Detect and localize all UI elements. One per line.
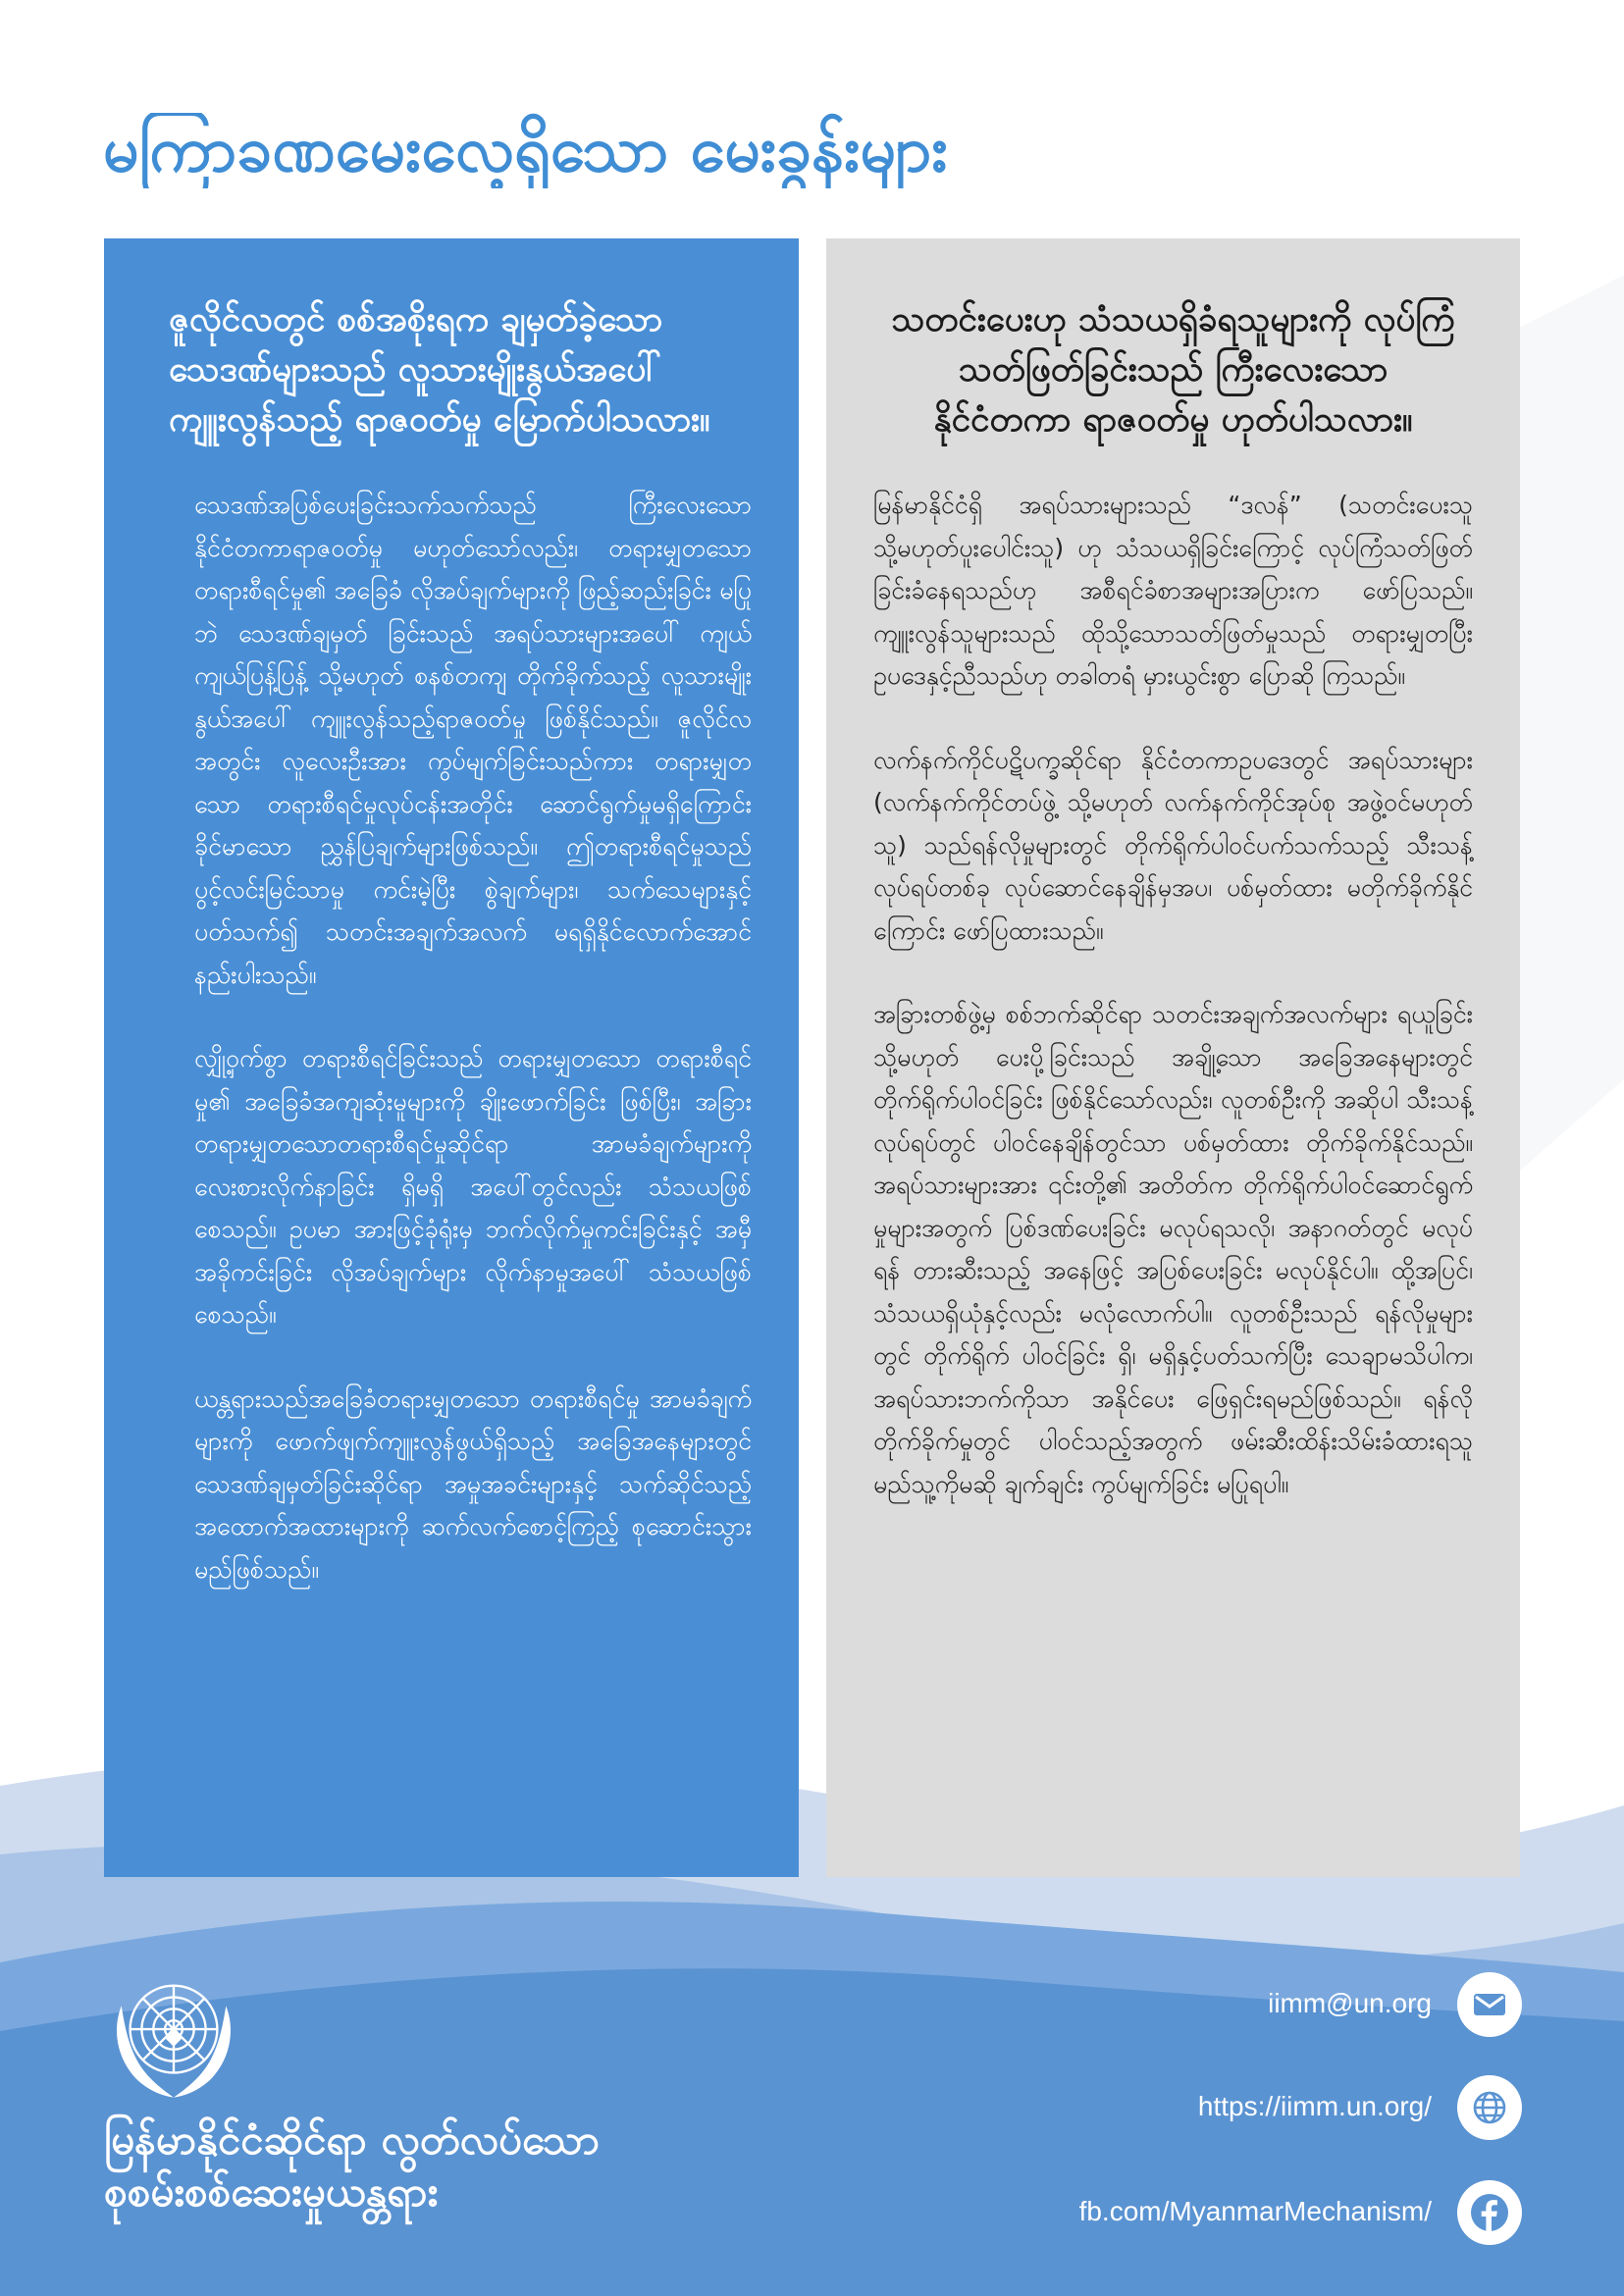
globe-icon <box>1457 2075 1522 2140</box>
un-emblem-icon <box>101 1962 246 2108</box>
contact-email[interactable] <box>835 1972 1522 2037</box>
organization-name-line-1: မြန်မာနိုင်ငံဆိုင်ရာ လွတ်လပ်သော <box>104 2115 600 2164</box>
faq-answer-paragraph: လျှို့ဝှက်စွာ တရားစီရင်ခြင်းသည် တရားမျှတသော တရားစီရင်မှု၏ အခြေခံအကျဆုံးမူများကို ချိုးဖောက်ခြင်း ဖြစ်ပြီး၊ အခြားတရားမျှတသောတရားစီရင်မှုဆိုင်ရာ အာမခံချက်များကို လေးစားလိုက်နာခြင်း ရှိမရှိ အပေါ်တွင်လည်း သံသယဖြစ်စေသည်။ ဥပမာ အားဖြင့်ခုံရုံးမှ ဘက်လိုက်မှုကင်းခြင်းနှင့် အမှီအခိုကင်းခြင်း လိုအပ်ချက်များ လိုက်နာမှုအပေါ် သံသယဖြစ်စေသည်။ <box>194 1044 752 1330</box>
facebook-link[interactable]: fb.com/MyanmarMechanism/ <box>1078 2196 1432 2226</box>
organization-name <box>104 2114 791 2218</box>
page-title: မကြာခဏမေးလေ့ရှိသော မေးခွန်းများ <box>103 114 948 186</box>
faq-panel-death-sentences <box>104 238 799 1877</box>
footer <box>0 1923 1624 2296</box>
organization-name-line-2: စုစမ်းစစ်ဆေးမှုယန္တရား <box>104 2166 439 2216</box>
faq-answer-paragraph: မြန်မာနိုင်ငံရှိ အရပ်သားများသည် “ဒလန်” (သတင်းပေးသူ သို့မဟုတ်ပူးပေါင်းသူ) ဟု သံသယရှိခြင်းကြောင့် လုပ်ကြံသတ်ဖြတ်ခြင်းခံနေရသည်ဟု အစီရင်ခံစာအများအပြားက ဖော်ပြသည်။ ကျူးလွန်သူများသည် ထိုသို့သောသတ်ဖြတ်မှုသည် တရားမျှတပြီး ဥပဒေနှင့်ညီသည်ဟု တခါတရံ မှားယွင်းစွာ ပြောဆို ကြသည်။ <box>873 491 1473 691</box>
faq-answer-paragraph: လက်နက်ကိုင်ပဋိပက္ခဆိုင်ရာ နိုင်ငံတကာဥပဒေတွင် အရပ်သားများ (လက်နက်ကိုင်တပ်ဖွဲ့ သို့မဟုတ် လက်နက်ကိုင်အုပ်စု အဖွဲ့ဝင်မဟုတ်သူ) သည်ရန်လိုမှုများတွင် တိုက်ရိုက်ပါဝင်ပက်သက်သည့် သီးသန့် လုပ်ရပ်တစ်ခု လုပ်ဆောင်နေချိန်မှအပ၊ ပစ်မှတ်ထား မတိုက်ခိုက်နိုင်ကြောင်း ဖော်ပြထားသည်။ <box>873 745 1473 945</box>
faq-answer-paragraph: ယန္တရားသည်အခြေခံတရားမျှတသော တရားစီရင်မှု အာမခံချက်များကို ဖောက်ဖျက်ကျူးလွန်ဖွယ်ရှိသည့် အခြေအနေများတွင် သေဒဏ်ချမှတ်ခြင်းဆိုင်ရာ အမှုအခင်းများနှင့် သက်ဆိုင်သည့် အထောက်အထားများကို ဆက်လက်စောင့်ကြည့် စုဆောင်းသွားမည်ဖြစ်သည်။ <box>194 1383 752 1584</box>
faq-question-informant-killings: သတင်းပေးဟု သံသယရှိခံရသူများကို လုပ်ကြံသတ်ဖြတ်ခြင်းသည် ကြီးလေးသော နိုင်ငံတကာ ရာဇဝတ်မှု ဟုတ်ပါသလား။ <box>891 300 1455 440</box>
faq-panel-informant-killings <box>826 238 1520 1877</box>
envelope-icon <box>1457 1972 1522 2037</box>
faq-answer-paragraph: သေဒဏ်အပြစ်ပေးခြင်းသက်သက်သည် ကြီးလေးသော နိုင်ငံတကာရာဇဝတ်မှု မဟုတ်သော်လည်း၊ တရားမျှတသော တရားစီရင်မှု၏ အခြေခံ လိုအပ်ချက်များကို ဖြည့်ဆည်းခြင်း မပြုဘဲ သေဒဏ်ချမှတ် ခြင်းသည် အရပ်သားများအပေါ် ကျယ်ကျယ်ပြန့်ပြန့် သို့မဟုတ် စနစ်တကျ တိုက်ခိုက်သည့် လူသားမျိုးနွယ်အပေါ် ကျူးလွန်သည့်ရာဇဝတ်မှု ဖြစ်နိုင်သည်။ ဇူလိုင်လအတွင်း လူလေးဦးအား ကွပ်မျက်ခြင်းသည်ကား တရားမျှတသော တရားစီရင်မှုလုပ်ငန်းအတိုင်း ဆောင်ရွက်မှုမရှိကြောင်း ခိုင်မာသော ညွှန်ပြချက်များဖြစ်သည်။ ဤတရားစီရင်မှုသည် ပွင့်လင်းမြင်သာမှု ကင်းမဲ့ပြီး စွဲချက်များ၊ သက်သေများနှင့် ပတ်သက်၍ သတင်းအချက်အလက် မရရှိနိုင်လောက်အောင် နည်းပါးသည်။ <box>194 491 752 989</box>
website-link[interactable]: https://iimm.un.org/ <box>1197 2091 1432 2121</box>
email-link[interactable]: iimm@un.org <box>1268 1988 1432 2018</box>
faq-question-death-sentences: ဇူလိုင်လတွင် စစ်အစိုးရက ချမှတ်ခဲ့သော သေဒဏ်များသည် လူသားမျိုးနွယ်အပေါ် ကျူးလွန်သည့် ရာဇဝတ်မှု မြောက်ပါသလား။ <box>169 300 710 440</box>
facebook-icon <box>1457 2180 1522 2245</box>
contact-website[interactable] <box>835 2075 1522 2140</box>
contact-facebook[interactable] <box>835 2180 1522 2245</box>
faq-answer-paragraph: အခြားတစ်ဖွဲ့မှ စစ်ဘက်ဆိုင်ရာ သတင်းအချက်အလက်များ ရယူခြင်း သို့မဟုတ် ပေးပို့ခြင်းသည် အချို့သော အခြေအနေများတွင် တိုက်ရိုက်ပါဝင်ခြင်း ဖြစ်နိုင်သော်လည်း၊ လူတစ်ဦးကို အဆိုပါ သီးသန့် လုပ်ရပ်တွင် ပါဝင်နေချိန်တွင်သာ ပစ်မှတ်ထား တိုက်ခိုက်နိုင်သည်။ အရပ်သားများအား ၎င်းတို့၏ အတိတ်က တိုက်ရိုက်ပါဝင်ဆောင်ရွက်မှုများအတွက် ပြစ်ဒဏ်ပေးခြင်း မလုပ်ရသလို၊ အနာဂတ်တွင် မလုပ်ရန် တားဆီးသည့် အနေဖြင့် အပြစ်ပေးခြင်း မလုပ်နိုင်ပါ။ ထို့အပြင်၊ သံသယရှိယုံနှင့်လည်း မလုံလောက်ပါ။ လူတစ်ဦးသည် ရန်လိုမှုများတွင် တိုက်ရိုက် ပါဝင်ခြင်း ရှိ၊ မရှိနှင့်ပတ်သက်ပြီး သေချာမသိပါက၊ အရပ်သားဘက်ကိုသာ အနိုင်ပေး ဖြေရှင်းရမည်ဖြစ်သည်။ ရန်လိုတိုက်ခိုက်မှုတွင် ပါဝင်သည့်အတွက် ဖမ်းဆီးထိန်းသိမ်းခံထားရသူ မည်သူ့ကိုမဆို ချက်ချင်း ကွပ်မျက်ခြင်း မပြုရပါ။ <box>873 1000 1473 1498</box>
